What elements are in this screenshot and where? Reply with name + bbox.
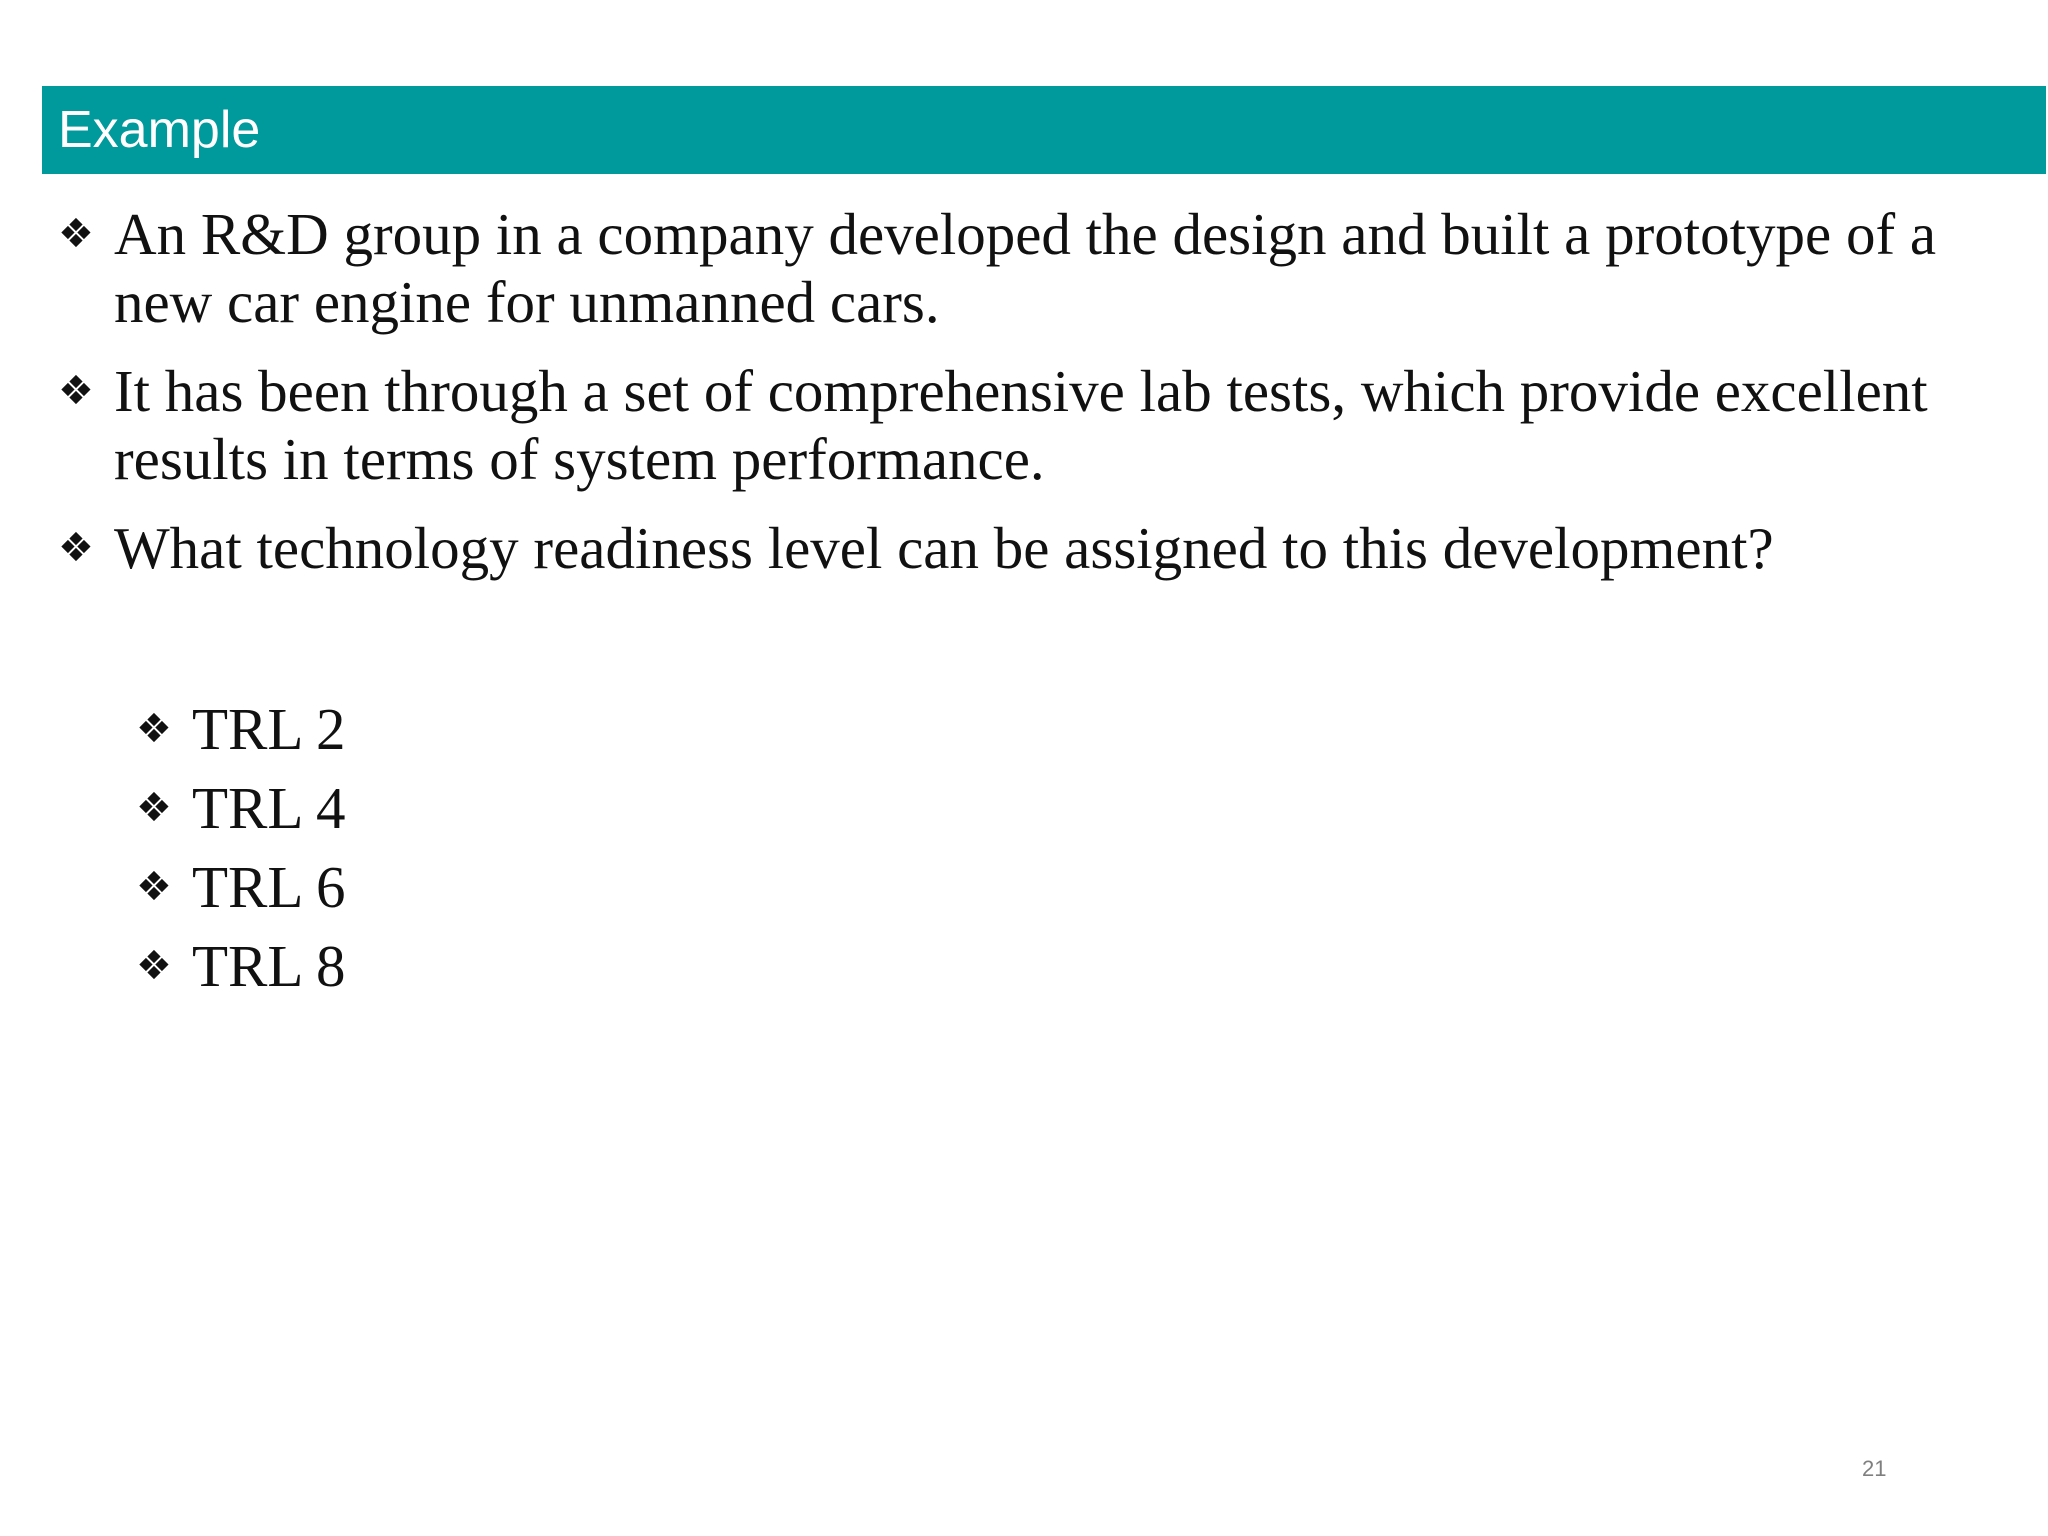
four-diamond-bullet-icon: ❖ [136, 943, 172, 989]
bullet-item [58, 200, 1958, 336]
bullet-list [58, 200, 1958, 603]
answer-option [136, 927, 736, 1006]
answer-option [136, 769, 736, 848]
four-diamond-bullet-icon: ❖ [58, 211, 94, 257]
bullet-text: It has been through a set of comprehensive lab tests, which provide excellent results in terms of system performance. [114, 358, 1928, 492]
title-bar [42, 86, 2046, 174]
answer-option [136, 690, 736, 769]
answer-option-text: TRL 2 [192, 696, 346, 762]
bullet-text: What technology readiness level can be assigned to this development? [114, 515, 1774, 581]
bullet-item [58, 357, 1958, 493]
answer-option-text: TRL 4 [192, 775, 346, 841]
answer-option-text: TRL 6 [192, 854, 346, 920]
page-number: 21 [1862, 1456, 1887, 1481]
answer-option [136, 848, 736, 927]
four-diamond-bullet-icon: ❖ [136, 785, 172, 831]
bullet-text: An R&D group in a company developed the design and built a prototype of a new car engine for unmanned cars. [114, 201, 1937, 335]
four-diamond-bullet-icon: ❖ [136, 706, 172, 752]
bullet-item [58, 514, 1958, 582]
answer-option-text: TRL 8 [192, 933, 346, 999]
four-diamond-bullet-icon: ❖ [58, 525, 94, 571]
slide-title: Example [58, 101, 261, 159]
four-diamond-bullet-icon: ❖ [136, 864, 172, 910]
answer-options-list [136, 690, 736, 1006]
four-diamond-bullet-icon: ❖ [58, 368, 94, 414]
